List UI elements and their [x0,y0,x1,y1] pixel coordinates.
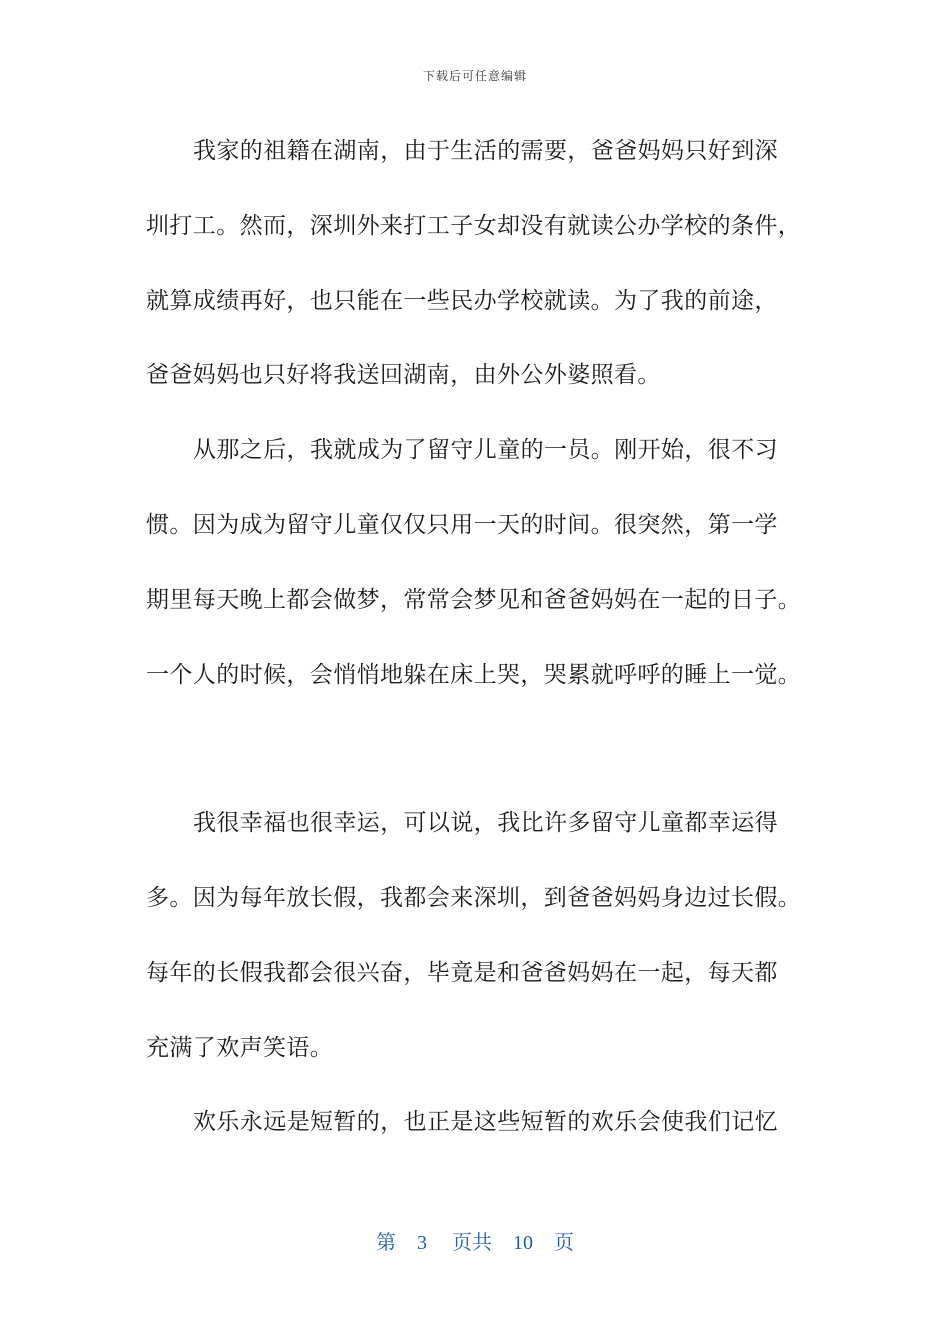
page-header: 下载后可任意编辑 [422,69,527,83]
text-line: 充满了欢声笑语。 [146,1035,334,1061]
text-line: 爸爸妈妈也只好将我送回湖南，由外公外婆照看。 [146,362,661,388]
text-line: 从那之后，我就成为了留守儿童的一员。刚开始，很不习 [193,437,778,463]
text-line: 期里每天晚上都会做梦，常常会梦见和爸爸妈妈在一起的日子。 [146,587,802,613]
text-line: 圳打工。然而，深圳外来打工子女却没有就读公办学校的条件， [146,213,802,239]
text-line: 每年的长假我都会很兴奋，毕竟是和爸爸妈妈在一起，每天都 [146,960,778,986]
total-pages-number: 10 [513,1232,533,1254]
text-line: 我家的祖籍在湖南，由于生活的需要，爸爸妈妈只好到深 [193,138,778,164]
current-page-number: 3 [417,1232,427,1254]
page-footer [0,1226,950,1255]
text-line: 惯。因为成为留守儿童仅仅只用一天的时间。很突然，第一学 [146,512,778,538]
text-line: 我很幸福也很幸运，可以说，我比许多留守儿童都幸运得 [193,810,778,836]
page-label-mid: 页共 [452,1232,492,1254]
text-line: 一个人的时候，会悄悄地躲在床上哭，哭累就呼呼的睡上一觉。 [146,662,802,688]
text-line: 欢乐永远是短暂的，也正是这些短暂的欢乐会使我们记忆 [193,1109,778,1135]
text-line: 就算成绩再好，也只能在一些民办学校就读。为了我的前途， [146,288,778,314]
page-label-suffix: 页 [554,1232,574,1254]
page-label-prefix: 第 [376,1232,396,1254]
text-line: 多。因为每年放长假，我都会来深圳，到爸爸妈妈身边过长假。 [146,885,802,911]
